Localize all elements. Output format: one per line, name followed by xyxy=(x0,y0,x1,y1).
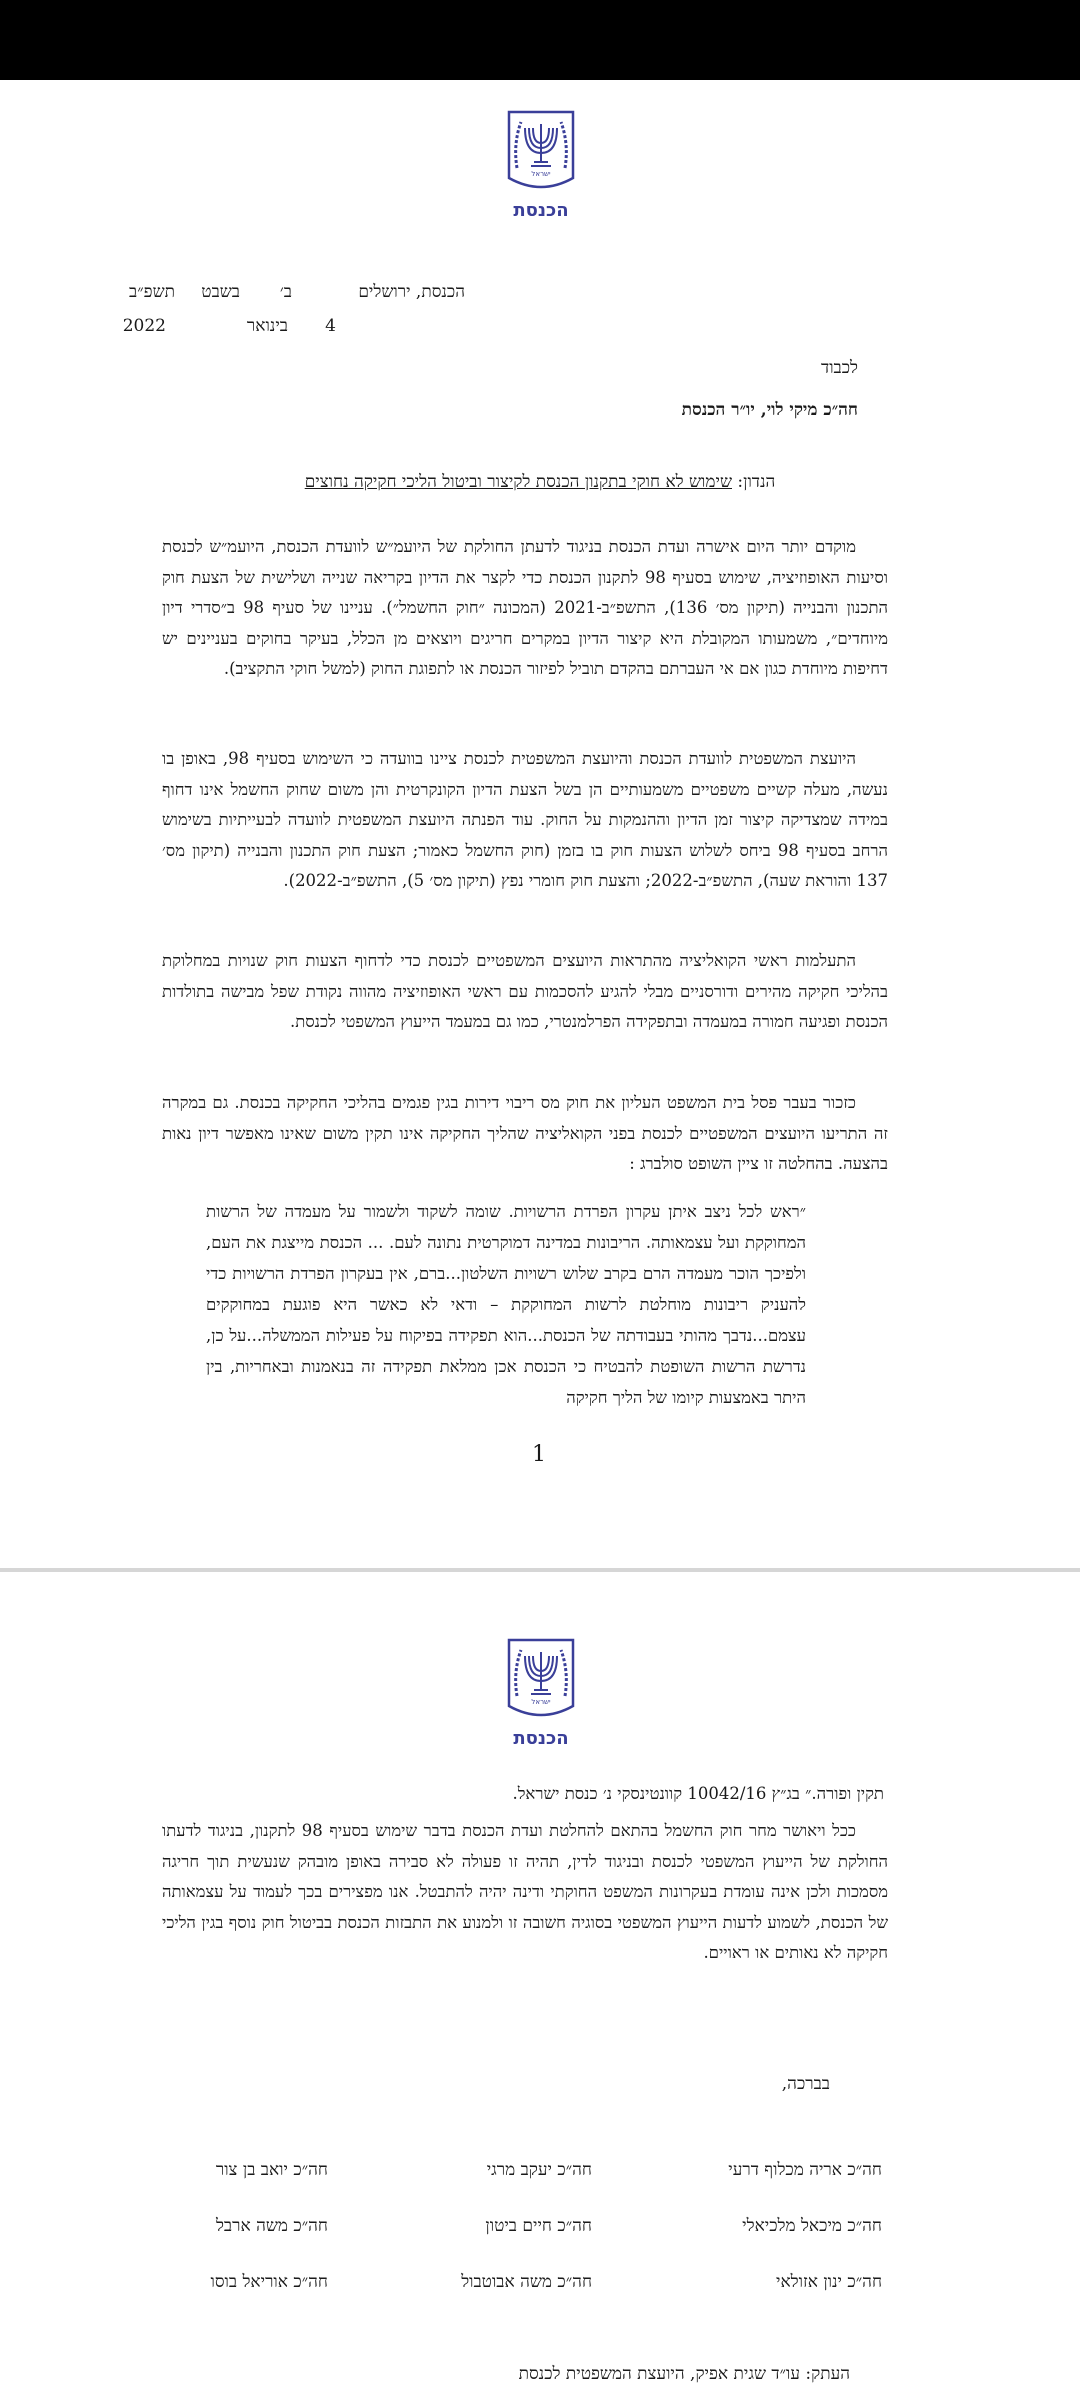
knesset-emblem xyxy=(496,108,586,221)
letter-date xyxy=(0,282,1080,342)
paragraph-1: מוקדם יותר היום אישרה ועדת הכנסת בניגוד לדעתן החולקת של היועמ״ש לוועדת הכנסת, היועמ״ש לכנסת וסיעות האופוזיציה, שימוש בסעיף 98 לתקנון הכנסת כדי לקצר את הדיון בקריאה שנייה ושלישית של הצעת חוק התכנון והבנייה (תיקון מס׳ 136), התשפ״ב-2021 (המכונה ״חוק החשמל״). עניינו של סעיף 98 ב״סדרי דיון מיוחדים״, משמעותו המקובלת היא קיצור הדיון במקרים חריגים ויוצאים מן הכלל, בעיקר בחוקים בעניינים יש דחיפות מיוחדת כגון אם אי העברתם בהקדם תוביל לפיזור הכנסת או לתפוגת החוק (למשל חוקי התקציב). xyxy=(162,537,889,678)
emblem-label: הכנסת xyxy=(513,1728,569,1749)
date-greg-day: 4 xyxy=(325,316,336,336)
paragraph-2: היועצת המשפטית לוועדת הכנסת והיועצת המשפטית לכנסת ציינו בוועדה כי השימוש בסעיף 98, באופן בו נעשה, מעלה קשיים משפטיים משמעותיים הן בשל הצעת הדיון הקונקרטית והן משום שחוק החשמל אינו דחוף במידה שמצדיקה קיצור זמן הדיון וההנמקות על החוק. עוד הפנתה היועצת המשפטית לוועדה לבעייתיות בשימוש הרחב בסעיף 98 ביחס לשלוש הצעות חוק בו בזמן (חוק החשמל כאמור; הצעת חוק התכנון והבנייה (תיקון מס׳ 137 והוראת שעה), התשפ״ב-2022; והצעת חוק חומרי נפץ (תיקון מס׳ 5), התשפ״ב-2022). xyxy=(162,749,888,890)
cc-line: העתק: עו״ד שגית אפיק, היועצת המשפטית לכנסת xyxy=(518,2364,850,2384)
date-hebrew-day: ב׳ xyxy=(279,282,292,302)
signer: חה״כ יואב בן צור xyxy=(215,2160,328,2180)
date-greg-year: 2022 xyxy=(122,316,166,336)
date-place: הכנסת, ירושלים xyxy=(358,282,465,302)
menorah-emblem-icon xyxy=(503,108,579,198)
recipient: חה״כ מיקי לוי, יו״ר הכנסת xyxy=(681,400,858,420)
salutation: לכבוד xyxy=(821,358,858,378)
date-hebrew-month: בשבט xyxy=(201,282,240,302)
signer: חה״כ ינון אזולאי xyxy=(776,2272,882,2292)
signer: חה״כ אריה מכלוף דרעי xyxy=(728,2160,882,2180)
svg-text:ישראל: ישראל xyxy=(531,1698,551,1706)
emblem-label: הכנסת xyxy=(513,200,569,221)
court-quote: ״ראש לכל ניצב איתן עקרון הפרדת הרשויות. שומה לשקוד ולשמור על מעמדה של הרשות המחוקקת ועל עצמאותה. הריבונות במדינה דמוקרטית נתונה לעם. ... הכנסת מייצגת את העם, ולפיכך הוכר מעמדה הרם בקרב שלוש רשויות השלטון...ברם, אין בעקרון הפרדת הרשויות כדי להעניק ריבונות מוחלטת לרשות המחוקקת – ודאי לא כאשר היא פוגעת במחוקקים עצמם...נדבך מהותי בעבודתה של הכנסת...הוא תפקידה בפיקוח על פעילות הממשלה...על כן, נדרשת הרשות השופטת להבטיח כי הכנסת אכן ממלאת תפקידה זה בנאמנות ובאחריות, בין היתר באמצעות קיומו של הליך חקיקה xyxy=(206,1202,806,1407)
subject-prefix: הנדון: xyxy=(731,472,776,492)
closing-paragraph: ככל ויאושר מחר חוק החשמל בהתאם להחלטת ועדת הכנסת בדבר שימוש בסעיף 98 לתקנון, בניגוד לדעתו החולקת של הייעוץ המשפטי לכנסת ובניגוד לדין, תהיה זו פעולה לא סבירה באופן מובהק שנעשית תוך חריגה מסמכות ולכן אינה עומדת בעקרונות המשפט החוקתי ודינה יהיה להתבטל. אנו מפצירים בכך לעמוד על עצמאותה של הכנסת, לשמוע לדעות הייעוץ המשפטי בסוגיה חשובה זו ולמנוע את התבזות הכנסת בביטול חוק נוסף בגין הליכי חקיקה לא נאותים או ראויים. xyxy=(162,1821,888,1962)
paragraph-4: כזכור בעבר פסל בית המשפט העליון את חוק מס ריבוי דירות בגין פגמים בהליכי החקיקה בכנסת. גם במקרה זה התריעו היועצים המשפטיים לכנסת בפני הקואליציה שהליך החקיקה אינו תקין משום שאינו מאפשר דיון נאות בהצעה. בהחלטה זו ציין השופט סולברג : xyxy=(162,1093,888,1173)
paragraph-3: התעלמות ראשי הקואליציה מהתראות היועצים המשפטיים לכנסת כדי לדחוף הצעות חוק שנויות במחלוקת בהליכי חקיקה מהירים ודורסניים מבלי להגיע להסכמות עם ראשי האופוזיציה מהווה נקודת שפל מבישה בתולדות הכנסת ופגיעה חמורה במעמדה ובתפקידה הפרלמנטרי, כמו גם במעמד הייעוץ המשפטי לכנסת. xyxy=(162,951,888,1031)
status-bar-black xyxy=(0,0,1080,80)
subject-line xyxy=(0,472,1080,492)
document-page-1 xyxy=(0,80,1080,1568)
signer: חה״כ משה ארבל xyxy=(215,2216,328,2236)
page-number: 1 xyxy=(532,1442,546,1467)
regards: בברכה, xyxy=(781,2074,830,2094)
signer: חה״כ משה אבוטבול xyxy=(461,2272,592,2292)
subject-text: שימוש לא חוקי בתקנון הכנסת לקיצור וביטול הליכי חקיקה נחוצים xyxy=(304,472,732,492)
signers-grid xyxy=(0,1572,1080,2400)
signer: חה״כ יעקב מרגי xyxy=(486,2160,592,2180)
signer: חה״כ אוריאל בוסו xyxy=(210,2272,328,2292)
date-hebrew-year: תשפ״ב xyxy=(129,282,175,302)
date-greg-month: בינואר xyxy=(246,316,288,336)
quote-continuation: תקין ופורה.״ בג״ץ 10042/16 קוונטינסקי נ׳ כנסת ישראל. xyxy=(512,1784,884,1803)
signer: חה״כ מיכאל מלכיאלי xyxy=(742,2216,882,2236)
svg-text:ישראל: ישראל xyxy=(531,170,551,178)
signer: חה״כ חיים ביטון xyxy=(485,2216,592,2236)
document-page-2 xyxy=(0,1572,1080,2400)
